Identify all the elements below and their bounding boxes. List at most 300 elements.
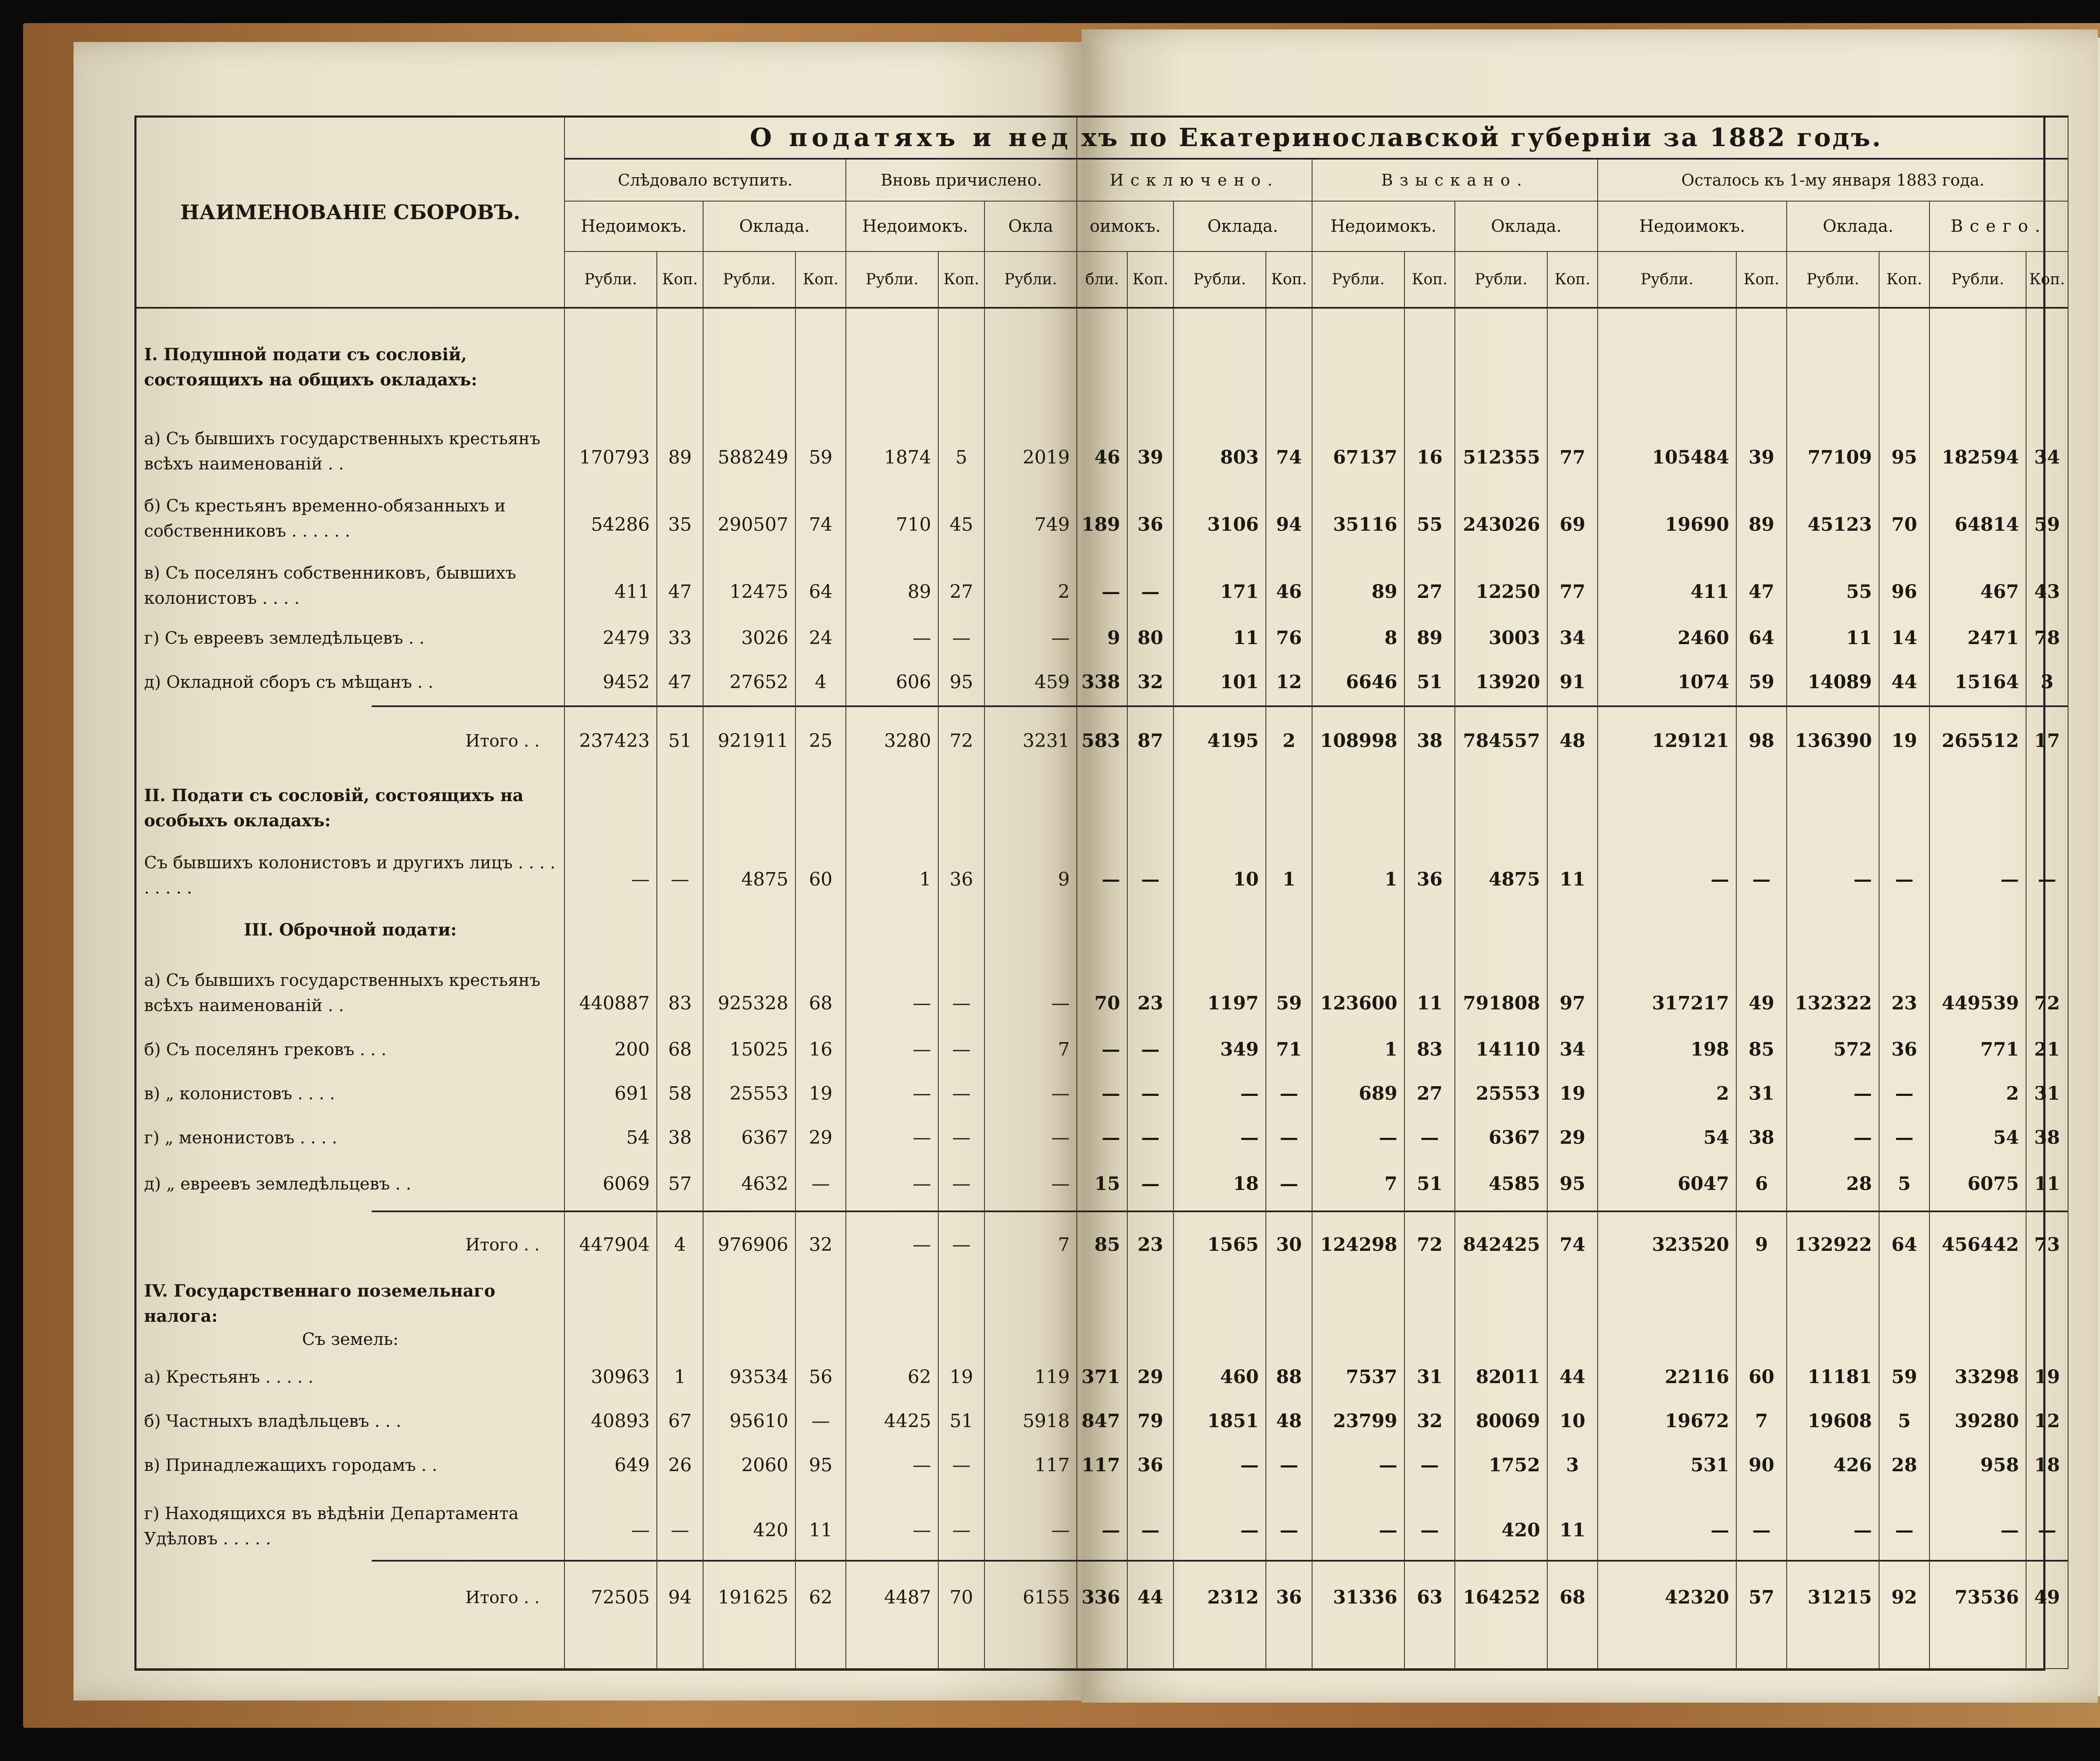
table-cell: 456442 (1942, 1234, 2019, 1255)
table-cell: — (1280, 1520, 1298, 1541)
table-cell: 32 (809, 1234, 832, 1255)
unit-header: Рубли. (1174, 252, 1266, 309)
table-cell: 1197 (1207, 993, 1259, 1014)
table-cell: — (1711, 869, 1729, 890)
rule (1312, 1560, 1404, 1562)
table-cell: 10 (1559, 1410, 1586, 1432)
unit-header: Коп. (939, 252, 985, 309)
table-cell: 4 (674, 1234, 686, 1255)
table-cell: 95 (1891, 447, 1917, 468)
table-cell: 82011 (1475, 1366, 1540, 1388)
table-cell: — (913, 1083, 931, 1104)
table-cell: 6075 (1967, 1173, 2019, 1195)
data-column (1128, 309, 1174, 1669)
table-cell: 132922 (1795, 1234, 1872, 1255)
table-cell: 64 (1891, 1234, 1917, 1255)
row-label: а) Съ бывшихъ государственныхъ крестьянъ всѣхъ наименованій . . (144, 429, 541, 474)
rule (1405, 1560, 1454, 1562)
rule (2026, 1560, 2068, 1562)
rule (565, 1211, 656, 1212)
table-cell: 51 (1417, 671, 1443, 693)
table-cell: 46 (1094, 447, 1120, 468)
row-label: д) Окладной сборъ съ мѣщанъ . . (144, 673, 433, 692)
table-cell: 14110 (1475, 1039, 1540, 1060)
table-cell: 19 (2034, 1366, 2060, 1388)
table-cell: 1851 (1207, 1410, 1259, 1432)
unit-header: Рубли. (704, 252, 796, 309)
table-cell: 12 (2034, 1410, 2060, 1432)
table-cell: 6047 (1677, 1173, 1729, 1195)
data-column (846, 309, 939, 1669)
sub-arrears: Недоимокъ. (565, 202, 704, 252)
table-cell: 54 (626, 1127, 650, 1148)
table-cell: 101 (1220, 671, 1259, 693)
rule (846, 705, 938, 707)
table-cell: 16 (1417, 447, 1443, 468)
rule (1737, 705, 1786, 707)
table-cell: 59 (1276, 993, 1302, 1014)
table-cell: 90 (1748, 1454, 1774, 1476)
table-cell: 70 (950, 1587, 973, 1608)
table-cell: 76 (1276, 627, 1302, 649)
table-cell: 243026 (1463, 514, 1540, 535)
table-cell: 23 (1137, 1234, 1163, 1255)
rule (1174, 705, 1265, 707)
table-cell: 77 (1559, 447, 1586, 468)
table-cell: 117 (1034, 1454, 1070, 1476)
table-cell: 27652 (730, 671, 788, 693)
table-cell: 171 (1220, 581, 1259, 603)
table-cell: 5918 (1023, 1410, 1070, 1432)
table-cell: 3231 (1023, 730, 1070, 752)
title-right: хъ по Екатеринославской губерніи за 1882 годъ. (1077, 115, 2068, 160)
row-label: б) Съ крестьянъ временно-обязанныхъ и собственниковъ . . . . . . (144, 496, 506, 541)
table-cell: 27 (1417, 1083, 1443, 1104)
unit-header: Коп. (1737, 252, 1787, 309)
table-cell: 349 (1220, 1039, 1259, 1060)
unit-header: Коп. (796, 252, 846, 309)
unit-header: Рубли. (565, 252, 657, 309)
sub-salary: Окла (985, 202, 1077, 252)
table-cell: 31336 (1333, 1587, 1397, 1608)
table-cell: 803 (1220, 447, 1259, 468)
table-cell: — (1711, 1520, 1729, 1541)
table-cell: 4632 (741, 1173, 788, 1195)
table-cell: 420 (753, 1520, 788, 1541)
table-cell: 290507 (718, 514, 788, 535)
sub-salary: Оклада. (1455, 202, 1598, 252)
table-cell: — (1280, 1454, 1298, 1476)
table-cell: 28 (1891, 1454, 1917, 1476)
table-cell: 70 (1891, 514, 1917, 535)
table-cell: 6367 (1488, 1127, 1540, 1148)
table-cell: 6367 (741, 1127, 788, 1148)
table-cell: — (952, 1083, 971, 1104)
table-cell: 2460 (1677, 627, 1729, 649)
table-cell: 182594 (1942, 447, 2019, 468)
table-cell: 38 (668, 1127, 692, 1148)
table-cell: 36 (1891, 1039, 1917, 1060)
table-cell: 5 (956, 447, 967, 468)
table-cell: 78 (2034, 627, 2060, 649)
table-cell: — (913, 993, 931, 1014)
table-cell: 89 (1371, 581, 1397, 603)
rule (565, 1560, 656, 1562)
table-cell: 124298 (1320, 1234, 1397, 1255)
rule (1880, 1560, 1929, 1562)
table-cell: — (952, 1173, 971, 1195)
table-cell: 25553 (730, 1083, 788, 1104)
table-cell: 2 (2006, 1083, 2019, 1104)
table-cell: 791808 (1463, 993, 1540, 1014)
table-cell: 1 (1282, 869, 1296, 890)
unit-header: Коп. (1880, 252, 1930, 309)
sub-salary: Оклада. (704, 202, 846, 252)
table-cell: 164252 (1463, 1587, 1540, 1608)
table-cell: 27 (950, 581, 973, 603)
rule (846, 1560, 938, 1562)
table-cell: 1565 (1207, 1234, 1259, 1255)
table-cell: — (2038, 869, 2056, 890)
table-cell: 44 (1137, 1587, 1163, 1608)
table-cell: 606 (896, 671, 931, 693)
rule (1548, 1560, 1597, 1562)
table-cell: 6069 (603, 1173, 650, 1195)
row-label: г) „ менонистовъ . . . . (144, 1128, 337, 1148)
table-cell: 189 (1082, 514, 1120, 535)
row-label: а) Съ бывшихъ государственныхъ крестьянъ всѣхъ наименованій . . (144, 971, 541, 1015)
table-cell: 83 (668, 993, 692, 1014)
rule (796, 1560, 845, 1562)
table-cell: — (1102, 1520, 1120, 1541)
table-cell: 447904 (579, 1234, 650, 1255)
table-cell: 71 (1276, 1039, 1302, 1060)
table-cell: 467 (1980, 581, 2019, 603)
table-cell: — (913, 1127, 931, 1148)
table-cell: 588249 (718, 447, 788, 468)
table-cell: — (913, 1234, 931, 1255)
table-cell: 9 (1058, 869, 1070, 890)
table-cell: 55 (1417, 514, 1443, 535)
rule (985, 1560, 1076, 1562)
table-cell: 29 (1559, 1127, 1586, 1148)
table-cell: 583 (1082, 730, 1120, 752)
table-cell: 49 (2034, 1587, 2060, 1608)
sub-salary: Оклада. (1174, 202, 1312, 252)
table-cell: 198 (1690, 1039, 1729, 1060)
table-cell: — (913, 1173, 931, 1195)
table-cell: 62 (809, 1587, 832, 1608)
table-cell: 4 (815, 671, 827, 693)
table-cell: 92 (1891, 1587, 1917, 1608)
table-cell: 36 (1417, 869, 1443, 890)
table-cell: — (952, 1234, 971, 1255)
table-cell: 85 (1094, 1234, 1120, 1255)
table-cell: 1 (1384, 869, 1397, 890)
unit-header: бли. (1077, 252, 1128, 309)
table-cell: — (1240, 1454, 1259, 1476)
rule (1930, 1560, 2026, 1562)
table-cell: — (1895, 869, 1914, 890)
table-cell: 5 (1898, 1410, 1911, 1432)
table-cell: 62 (908, 1366, 931, 1388)
unit-header: Рубли. (1930, 252, 2026, 309)
table-cell: 89 (908, 581, 931, 603)
table-cell: — (1240, 1127, 1259, 1148)
table-cell: — (952, 1520, 971, 1541)
rule (1548, 1211, 1597, 1212)
table-cell: — (1141, 1039, 1160, 1060)
table-cell: 3003 (1488, 627, 1540, 649)
table-cell: 79 (1137, 1410, 1163, 1432)
table-cell: 94 (668, 1587, 692, 1608)
table-cell: 1 (919, 869, 931, 890)
unit-header: Рубли. (1455, 252, 1548, 309)
table-cell: 13920 (1475, 671, 1540, 693)
table-cell: — (671, 1520, 689, 1541)
data-column (1174, 309, 1266, 1669)
table-cell: 96 (1891, 581, 1917, 603)
table-cell: 108998 (1320, 730, 1397, 752)
rule (1077, 1560, 1127, 1562)
table-cell: 51 (950, 1410, 973, 1432)
rule (1174, 1211, 1265, 1212)
table-cell: 72505 (591, 1587, 650, 1608)
table-cell: 136390 (1795, 730, 1872, 752)
table-cell: 77 (1559, 581, 1586, 603)
rule (372, 705, 564, 707)
tax-table (134, 115, 2065, 1671)
table-cell: 25 (809, 730, 832, 752)
table-cell: 4875 (1488, 869, 1540, 890)
table-cell: — (1853, 869, 1872, 890)
table-cell: 4425 (884, 1410, 931, 1432)
table-cell: — (1379, 1454, 1397, 1476)
table-cell: 39 (1137, 447, 1163, 468)
group-excluded: Исключено. (1077, 160, 1312, 202)
data-column (704, 309, 796, 1669)
table-cell: 170793 (579, 447, 650, 468)
table-cell: — (1280, 1173, 1298, 1195)
row-label: Съ бывшихъ колонистовъ и другихъ лицъ . . . . . . . . . (144, 853, 556, 898)
rule (657, 1560, 703, 1562)
table-cell: 6 (1755, 1173, 1768, 1195)
table-cell: 31 (1748, 1083, 1774, 1104)
unit-header: Рубли. (1598, 252, 1737, 309)
table-cell: 93534 (730, 1366, 788, 1388)
table-cell: 10 (1233, 869, 1259, 890)
table-cell: 31 (2034, 1083, 2060, 1104)
table-cell: 4487 (884, 1587, 931, 1608)
table-cell: 449539 (1942, 993, 2019, 1014)
rule (846, 1211, 938, 1212)
table-cell: — (631, 1520, 650, 1541)
table-cell: — (671, 869, 689, 890)
rule (1598, 1211, 1736, 1212)
rule (1077, 1211, 1127, 1212)
data-column (1455, 309, 1548, 1669)
row-label: б) Съ поселянъ грековъ . . . (144, 1040, 387, 1059)
table-cell: 18 (2034, 1454, 2060, 1476)
table-cell: 9452 (603, 671, 650, 693)
row-label: Съ земель: (302, 1330, 399, 1349)
unit-header: Рубли. (1787, 252, 1880, 309)
table-cell: 3026 (741, 627, 788, 649)
table-cell: 67137 (1333, 447, 1397, 468)
table-cell: — (913, 1454, 931, 1476)
table-cell: 74 (809, 514, 832, 535)
table-cell: — (1420, 1520, 1439, 1541)
table-cell: 58 (668, 1083, 692, 1104)
unit-header: Рубли. (1312, 252, 1405, 309)
rule (1930, 1211, 2026, 1212)
rule (1737, 1560, 1786, 1562)
row-label: IV. Государственнаго поземельнаго налога: (144, 1281, 496, 1326)
table-cell: 1074 (1677, 671, 1729, 693)
table-cell: — (1141, 581, 1160, 603)
unit-header: Коп. (657, 252, 704, 309)
table-cell: 14089 (1807, 671, 1872, 693)
table-cell: 771 (1980, 1039, 2019, 1060)
table-cell: 3 (2040, 671, 2054, 693)
table-cell: 26 (668, 1454, 692, 1476)
table-cell: 95 (950, 671, 973, 693)
table-cell: — (1420, 1127, 1439, 1148)
group-due: Слѣдовало вступить. (565, 160, 846, 202)
data-column (1312, 309, 1405, 1669)
table-cell: — (913, 1039, 931, 1060)
title-left: О податяхъ и нед (565, 115, 1077, 160)
table-cell: 1874 (884, 447, 931, 468)
table-cell: 25553 (1475, 1083, 1540, 1104)
table-cell: 70 (1094, 993, 1120, 1014)
table-cell: 2 (1058, 581, 1070, 603)
table-cell: 9 (1755, 1234, 1768, 1255)
table-cell: — (811, 1173, 830, 1195)
row-label: Итого . . (465, 731, 540, 751)
rule (372, 1211, 564, 1212)
table-cell: — (1853, 1520, 1872, 1541)
data-column (1405, 309, 1455, 1669)
rule (1930, 705, 2026, 707)
table-cell: 95610 (730, 1410, 788, 1432)
table-cell: 11 (1233, 627, 1259, 649)
row-label: а) Крестьянъ . . . . . (144, 1368, 314, 1387)
table-cell: 11 (1417, 993, 1443, 1014)
unit-header: Рубли. (846, 252, 939, 309)
table-cell: — (1141, 1520, 1160, 1541)
table-cell: 34 (2034, 447, 2060, 468)
unit-header: Коп. (1548, 252, 1598, 309)
table-cell: 57 (1748, 1587, 1774, 1608)
table-cell: 1 (1384, 1039, 1397, 1060)
table-cell: 89 (1417, 627, 1443, 649)
table-cell: 7 (1058, 1039, 1070, 1060)
table-cell: 35 (668, 514, 692, 535)
table-cell: 2060 (741, 1454, 788, 1476)
table-cell: 976906 (718, 1234, 788, 1255)
table-cell: — (913, 627, 931, 649)
table-cell: 16 (809, 1039, 832, 1060)
table-cell: 440887 (579, 993, 650, 1014)
table-cell: — (913, 1520, 931, 1541)
unit-header: Коп. (1405, 252, 1455, 309)
table-cell: 56 (809, 1366, 832, 1388)
table-cell: 7537 (1346, 1366, 1397, 1388)
table-cell: 117 (1082, 1454, 1120, 1476)
table-cell: 237423 (579, 730, 650, 752)
group-remaining: Осталось къ 1-му января 1883 года. (1598, 160, 2068, 202)
table-cell: 63 (1417, 1587, 1443, 1608)
table-cell: — (1240, 1083, 1259, 1104)
rule (1128, 705, 1173, 707)
rule (1128, 1560, 1173, 1562)
table-cell: 19690 (1664, 514, 1729, 535)
table-cell: 74 (1276, 447, 1302, 468)
table-cell: 2 (1282, 730, 1296, 752)
table-cell: — (952, 993, 971, 1014)
table-cell: 19 (1559, 1083, 1586, 1104)
table-cell: 265512 (1942, 730, 2019, 752)
table-cell: 30963 (591, 1366, 650, 1388)
data-column (1930, 309, 2026, 1669)
table-cell: 49 (1748, 993, 1774, 1014)
table-cell: 24 (809, 627, 832, 649)
table-cell: 3280 (884, 730, 931, 752)
rule (1405, 705, 1454, 707)
table-cell: 191625 (718, 1587, 788, 1608)
table-cell: 15025 (730, 1039, 788, 1060)
table-cell: 43 (2034, 581, 2060, 603)
table-cell: 512355 (1463, 447, 1540, 468)
table-cell: 3106 (1207, 514, 1259, 535)
table-cell: 15 (1094, 1173, 1120, 1195)
table-cell: — (1379, 1127, 1397, 1148)
table-cell: 38 (2034, 1127, 2060, 1148)
table-cell: 2 (1716, 1083, 1729, 1104)
table-cell: 2479 (603, 627, 650, 649)
table-cell: 649 (614, 1454, 650, 1476)
unit-header: Коп. (2026, 252, 2068, 309)
table-cell: 21 (2034, 1039, 2060, 1060)
table-cell: 2019 (1023, 447, 1070, 468)
rule (1077, 705, 1127, 707)
row-label: в) „ колонистовъ . . . . (144, 1084, 335, 1103)
table-cell: 91 (1559, 671, 1586, 693)
table-cell: — (2000, 1520, 2019, 1541)
column-name-header: НАИМЕНОВАНІЕ СБОРОВЪ. (136, 115, 565, 309)
data-column (565, 309, 657, 1669)
table-cell: 95 (809, 1454, 832, 1476)
table-cell: 784557 (1463, 730, 1540, 752)
table-cell: — (1141, 1127, 1160, 1148)
table-cell: — (1895, 1083, 1914, 1104)
table-cell: — (1051, 1127, 1070, 1148)
table-cell: 27 (1417, 581, 1443, 603)
table-cell: 72 (950, 730, 973, 752)
data-column (1077, 309, 1128, 1669)
rule (985, 705, 1076, 707)
table-cell: 3 (1566, 1454, 1579, 1476)
sub-arrears: Недоимокъ. (1598, 202, 1787, 252)
table-cell: 426 (1833, 1454, 1872, 1476)
table-cell: 64 (1748, 627, 1774, 649)
table-cell: 15164 (1954, 671, 2019, 693)
table-cell: 45123 (1807, 514, 1872, 535)
table-cell: 73536 (1954, 1587, 2019, 1608)
table-cell: 59 (809, 447, 832, 468)
table-cell: 925328 (718, 993, 788, 1014)
